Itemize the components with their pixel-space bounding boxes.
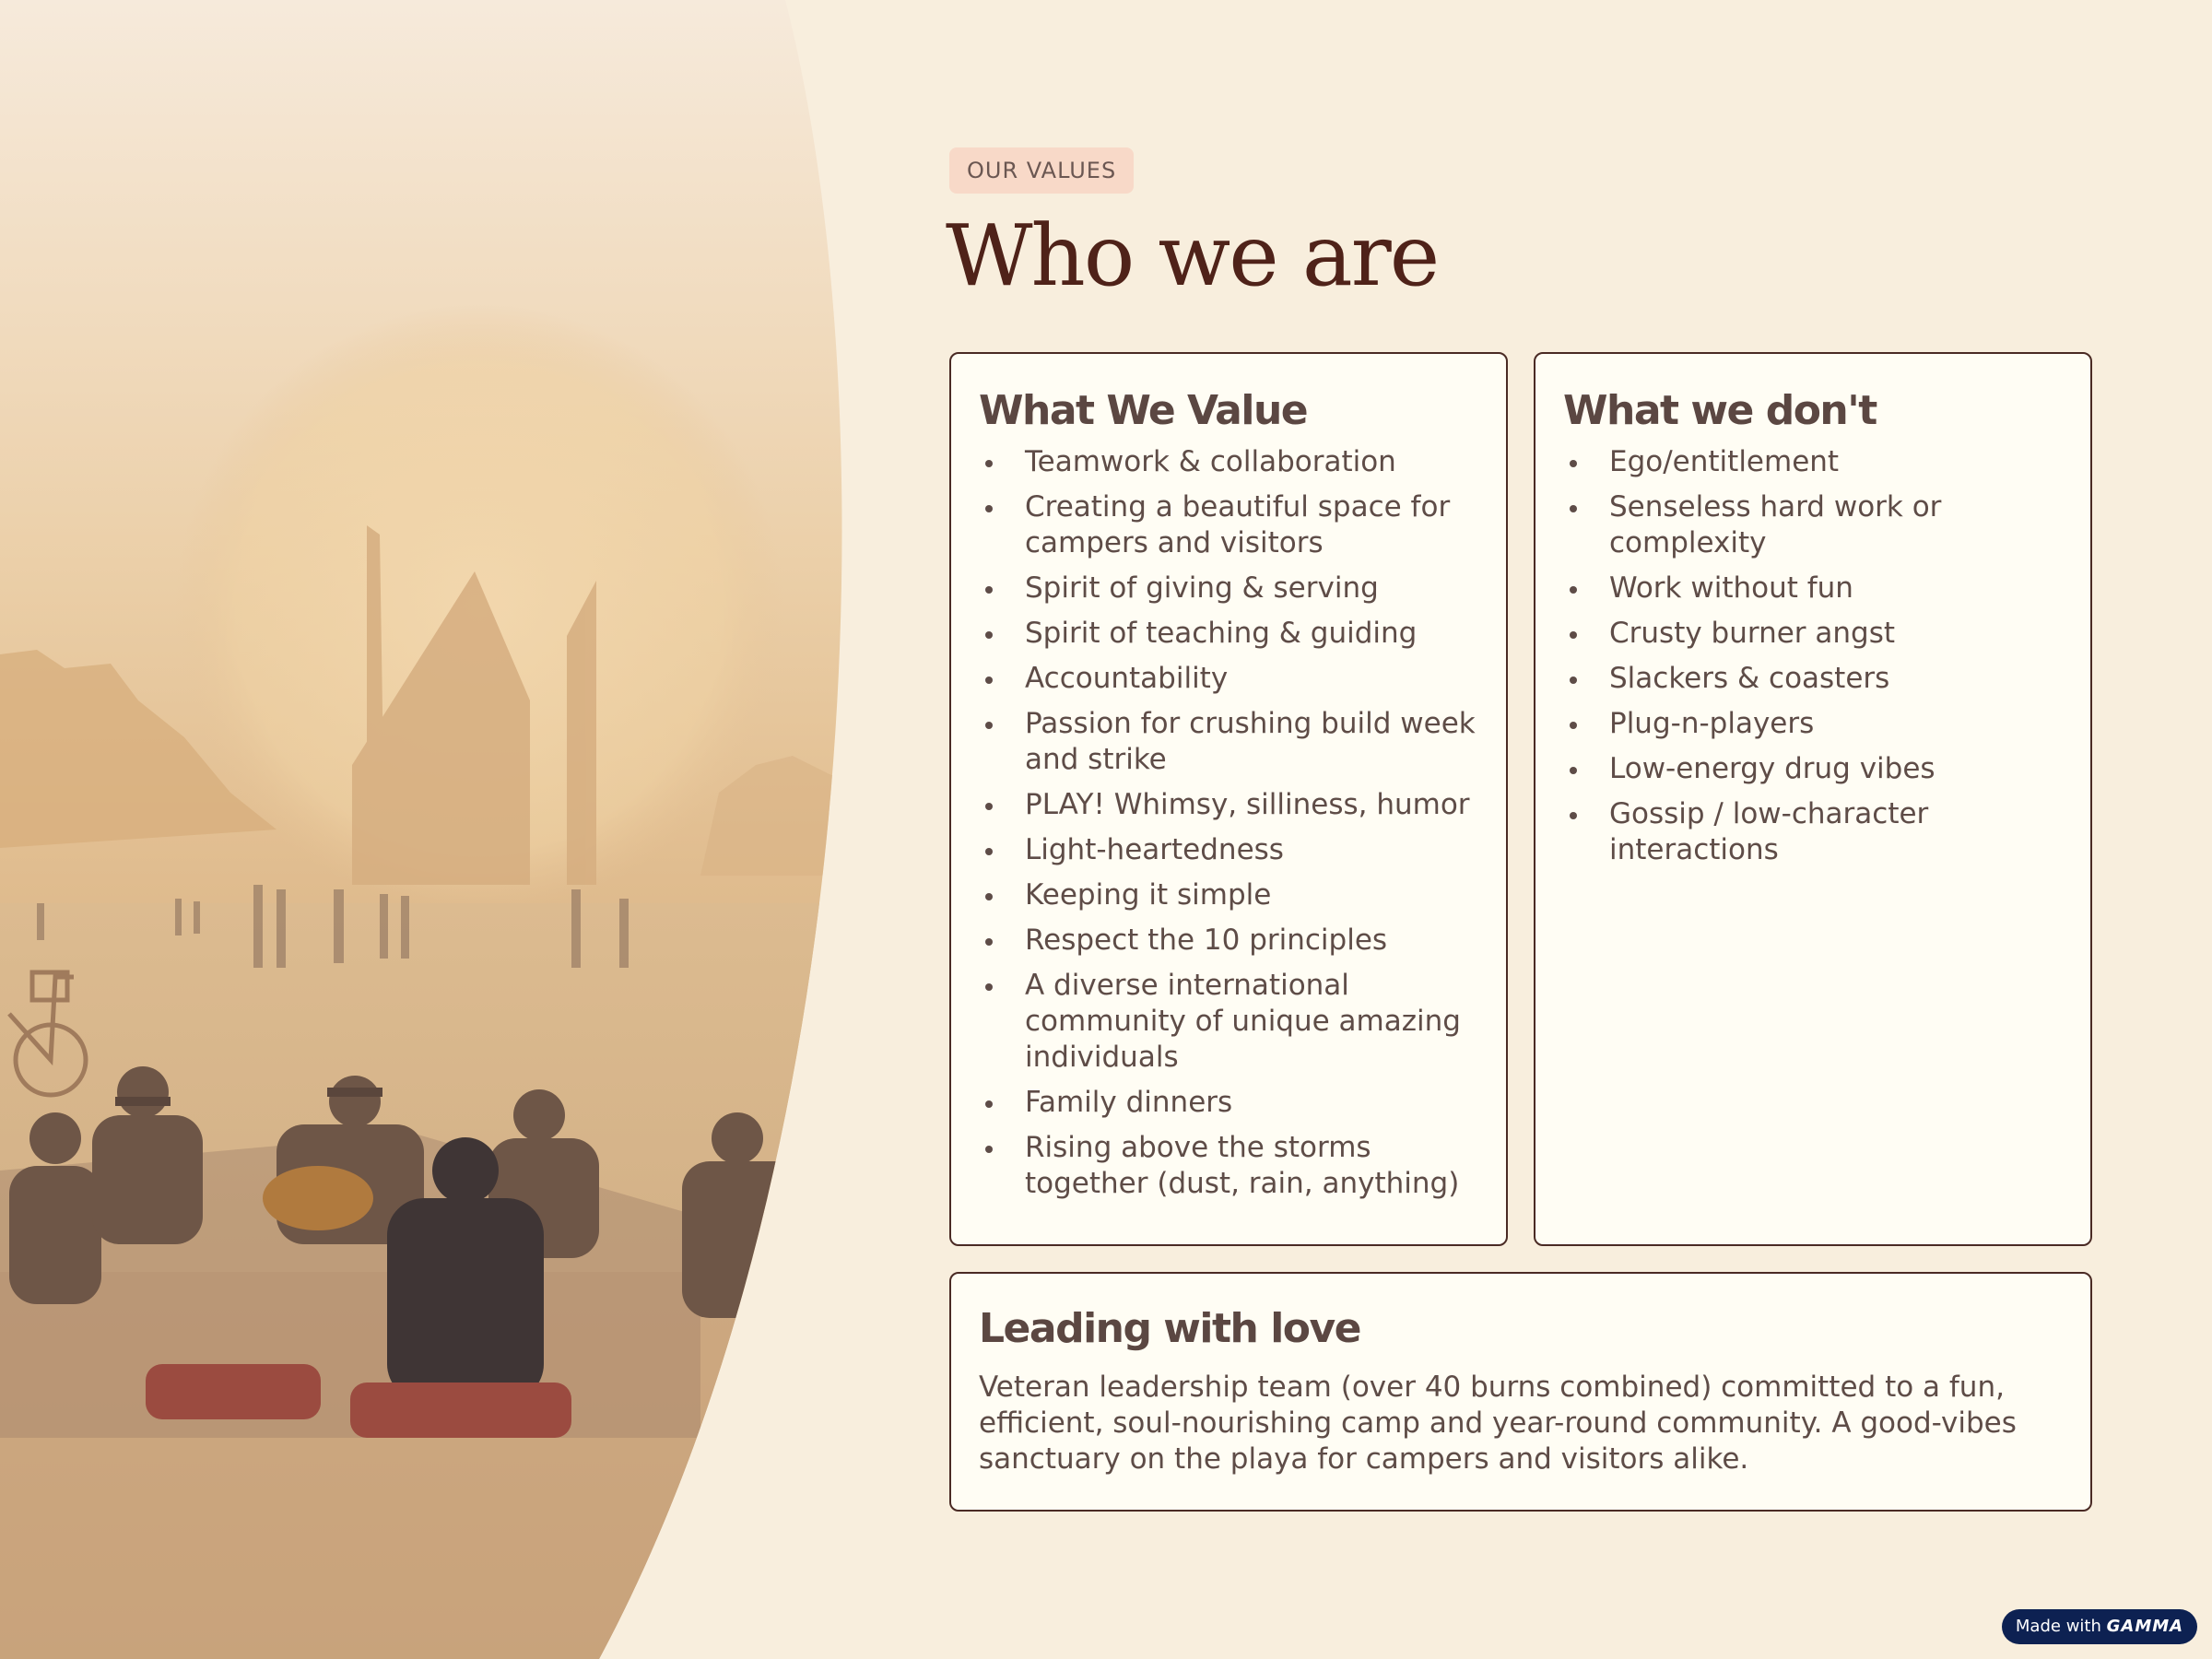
list-item: Keeping it simple [979, 877, 1478, 913]
donts-list [1563, 444, 2063, 868]
values-list [979, 444, 1478, 1202]
list-item: Plug-n-players [1563, 706, 2063, 742]
list-item: PLAY! Whimsy, silliness, humor [979, 787, 1478, 823]
hero-photo [0, 0, 876, 1659]
list-item: Work without fun [1563, 571, 2063, 606]
list-item: Light-heartedness [979, 832, 1478, 868]
badge-prefix: Made with [2015, 1617, 2101, 1636]
desert-gathering-image [0, 0, 876, 1659]
list-item: Family dinners [979, 1085, 1478, 1121]
made-with-gamma-badge[interactable] [2002, 1609, 2197, 1644]
list-item: Respect the 10 principles [979, 923, 1478, 959]
leadership-text: Veteran leadership team (over 40 burns combined) committed to a fun, efficient, soul-nourishing camp and year-round community. A good-vibes sanctuary on the playa for campers and visitors alike. [979, 1371, 2017, 1476]
list-item: Low-energy drug vibes [1563, 751, 2063, 787]
list-item: Accountability [979, 661, 1478, 697]
values-card [949, 352, 1508, 1246]
list-item: Creating a beautiful space for campers and visitors [979, 489, 1478, 561]
list-item: Senseless hard work or complexity [1563, 489, 2063, 561]
list-item: Spirit of teaching & guiding [979, 616, 1478, 652]
donts-card [1534, 352, 2092, 1246]
values-heading: What We Value [979, 387, 1308, 434]
gamma-logo: GAMMA [2106, 1617, 2184, 1636]
list-item: A diverse international community of unique amazing individuals [979, 968, 1478, 1076]
page-title: Who we are [946, 206, 1439, 305]
list-item: Gossip / low-character interactions [1563, 796, 2063, 868]
list-item: Rising above the storms together (dust, rain, anything) [979, 1130, 1478, 1202]
list-item: Slackers & coasters [1563, 661, 2063, 697]
leadership-heading: Leading with love [979, 1305, 1361, 1352]
donts-heading: What we don't [1563, 387, 1877, 434]
section-tag: OUR VALUES [949, 147, 1134, 194]
list-item: Teamwork & collaboration [979, 444, 1478, 480]
list-item: Spirit of giving & serving [979, 571, 1478, 606]
list-item: Crusty burner angst [1563, 616, 2063, 652]
list-item: Passion for crushing build week and strike [979, 706, 1478, 778]
list-item: Ego/entitlement [1563, 444, 2063, 480]
leadership-card [949, 1272, 2092, 1512]
